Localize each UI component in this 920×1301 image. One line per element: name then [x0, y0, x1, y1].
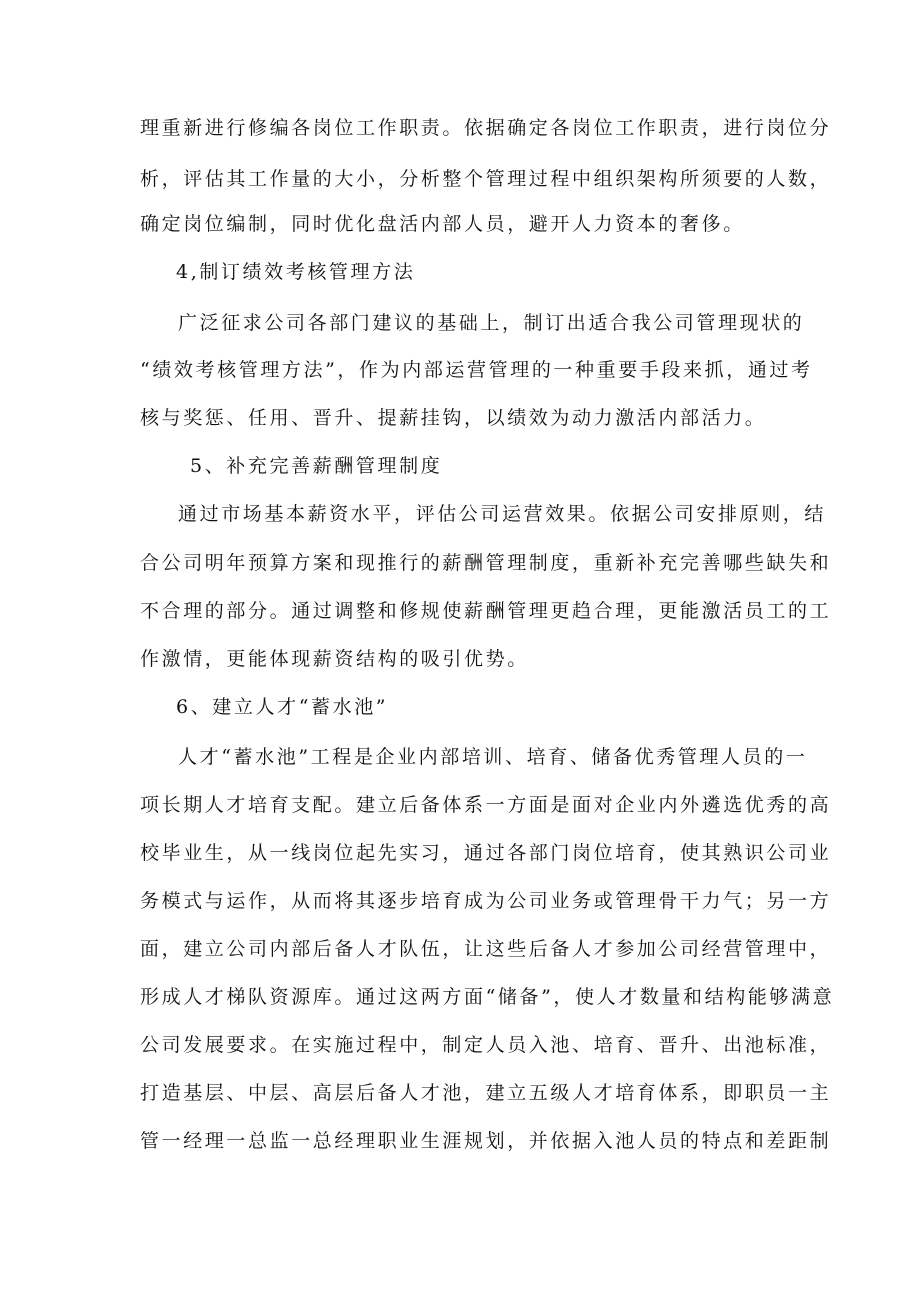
paragraph-1-line-1: 理重新进行修编各岗位工作职责。依据确定各岗位工作职责，进行岗位分 [140, 117, 832, 139]
paragraph-4-line-3: 校毕业生，从一线岗位起先实习，通过各部门岗位培育，使其熟识公司业 [140, 842, 832, 864]
paragraph-4-line-2: 项长期人才培育支配。建立后备体系一方面是面对企业内外遴选优秀的高 [140, 794, 832, 816]
paragraph-2-line-3: 核与奖惩、任用、晋升、提薪挂钩，以绩效为动力激活内部活力。 [140, 407, 767, 429]
paragraph-4-line-7: 公司发展要求。在实施过程中，制定人员入池、培育、晋升、出池标准， [140, 1034, 832, 1056]
paragraph-3-line-3: 不合理的部分。通过调整和修规使薪酬管理更趋合理，更能激活员工的工 [140, 600, 832, 622]
paragraph-4-line-8: 打造基层、中层、高层后备人才池，建立五级人才培育体系，即职员一主 [140, 1082, 832, 1104]
paragraph-4-line-5: 面，建立公司内部后备人才队伍，让这些后备人才参加公司经营管理中， [140, 938, 832, 960]
paragraph-4-line-6: 形成人才梯队资源库。通过这两方面“储备”，使人才数量和结构能够满意 [140, 986, 835, 1008]
paragraph-4-line-1: 人才“蓄水池”工程是企业内部培训、培育、储备优秀管理人员的一 [178, 746, 808, 768]
paragraph-1-line-2: 析，评估其工作量的大小，分析整个管理过程中组织架构所须要的人数， [140, 168, 832, 190]
section-heading-5: 5、补充完善薪酬管理制度 [190, 455, 443, 477]
paragraph-3-line-4: 作激情，更能体现薪资结构的吸引优势。 [140, 648, 529, 670]
paragraph-4-line-9: 管一经理一总监一总经理职业生涯规划，并依据入池人员的特点和差距制 [140, 1130, 832, 1152]
section-heading-6: 6、建立人才“蓄水池” [176, 696, 389, 718]
section-heading-4: 4,制订绩效考核管理方法 [176, 261, 416, 283]
paragraph-3-line-1: 通过市场基本薪资水平，评估公司运营效果。依据公司安排原则，结 [178, 503, 827, 525]
paragraph-1-line-3: 确定岗位编制，同时优化盘活内部人员，避开人力资本的奢侈。 [140, 213, 745, 235]
paragraph-2-line-1: 广泛征求公司各部门建议的基础上，制订出适合我公司管理现状的 [178, 312, 805, 334]
paragraph-4-line-4: 务模式与运作，从而将其逐步培育成为公司业务或管理骨干力气；另一方 [140, 890, 832, 912]
paragraph-2-line-2: “绩效考核管理方法”，作为内部运营管理的一种重要手段来抓，通过考 [140, 359, 813, 381]
paragraph-3-line-2: 合公司明年预算方案和现推行的薪酬管理制度，重新补充完善哪些缺失和 [140, 552, 832, 574]
